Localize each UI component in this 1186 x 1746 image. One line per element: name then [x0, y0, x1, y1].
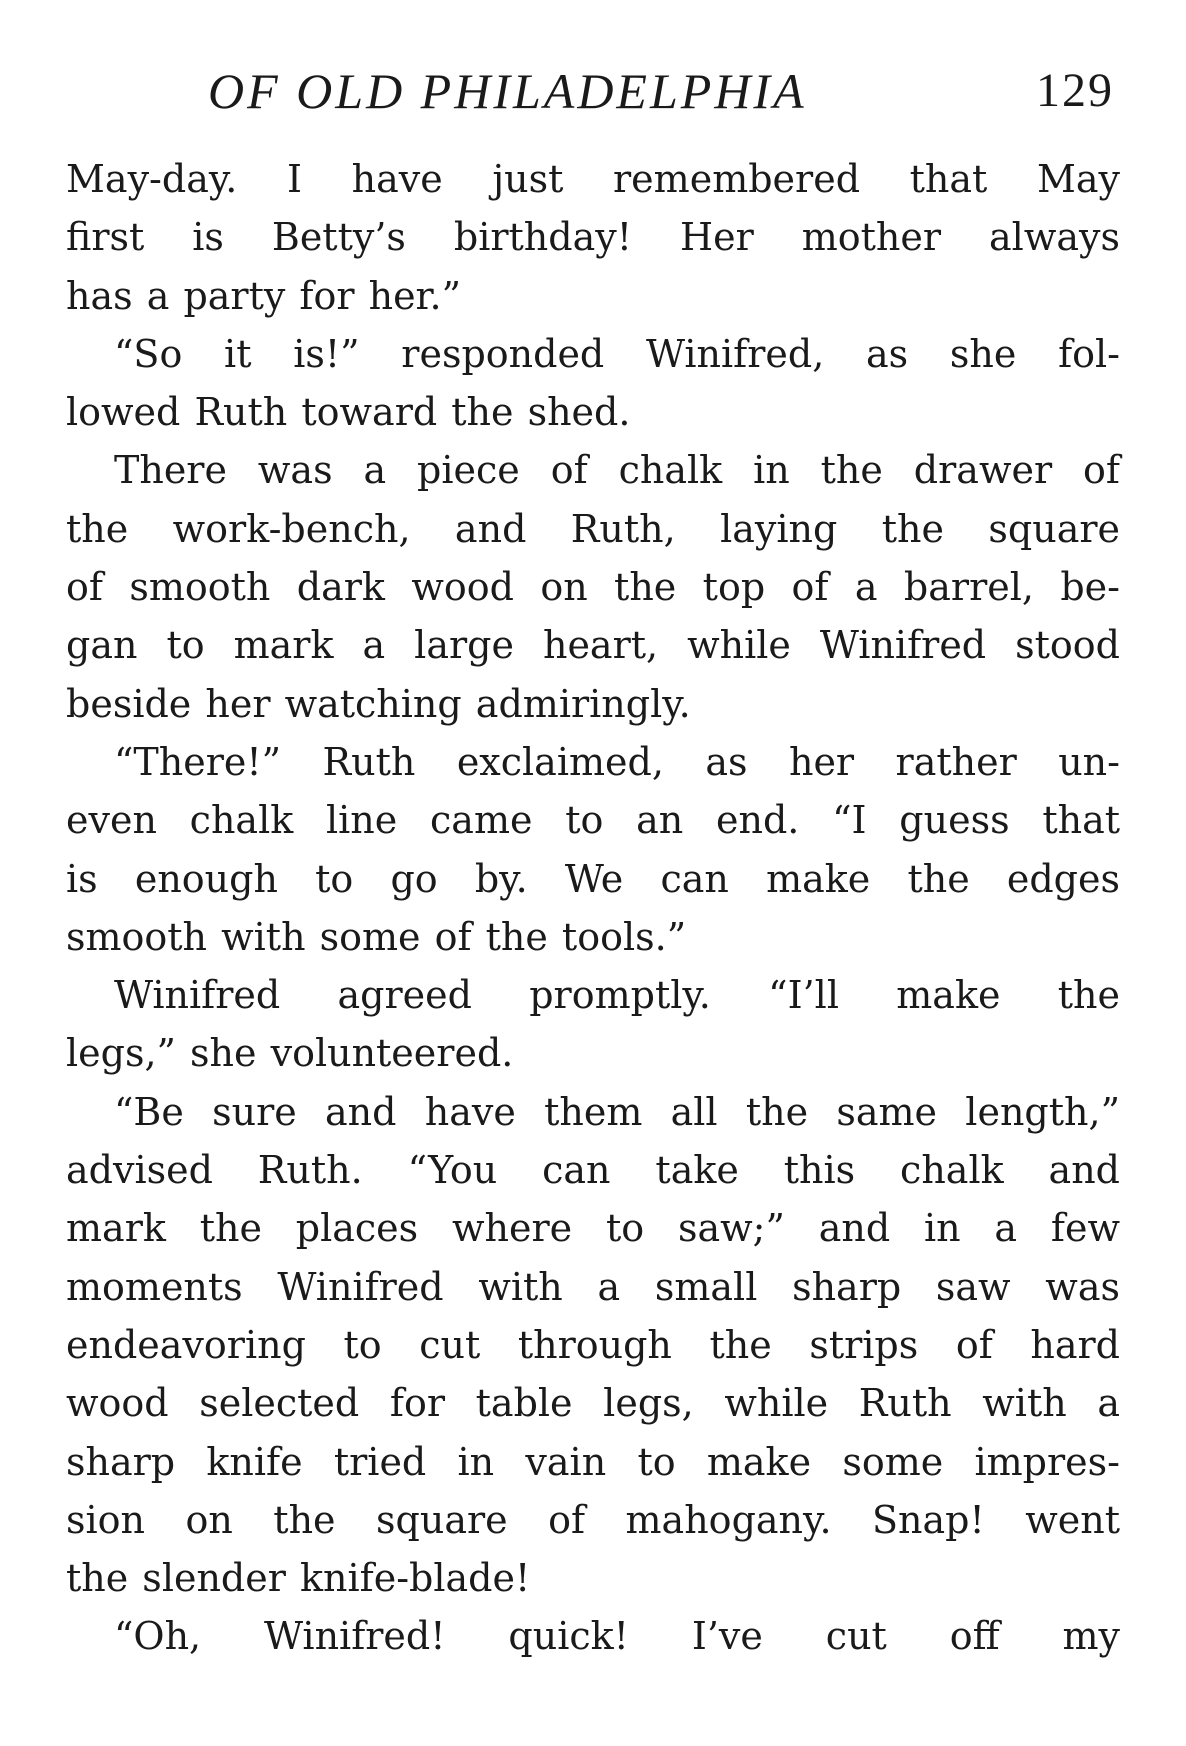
- text-line: gan to mark a large heart, while Winifred stood: [66, 623, 1120, 668]
- text-line: endeavoring to cut through the strips of hard: [66, 1322, 1120, 1367]
- text-line: Winifred agreed promptly. “I’ll make the: [114, 973, 1120, 1018]
- text-line: “There!” Ruth exclaimed, as her rather un-: [114, 739, 1120, 784]
- text-line: the slender knife-blade!: [66, 1556, 531, 1601]
- text-line: “Be sure and have them all the same length,”: [114, 1089, 1120, 1134]
- text-line: the work-bench, and Ruth, laying the square: [66, 506, 1120, 551]
- text-line: moments Winifred with a small sharp saw was: [66, 1264, 1120, 1309]
- body-text: [66, 150, 1120, 1666]
- page-header: [66, 56, 1120, 126]
- text-line: smooth with some of the tools.”: [66, 914, 687, 959]
- text-line: even chalk line came to an end. “I guess that: [66, 798, 1120, 843]
- text-line: lowed Ruth toward the shed.: [66, 390, 631, 435]
- text-line: mark the places where to saw;” and in a few: [66, 1206, 1120, 1251]
- text-line: sharp knife tried in vain to make some impres-: [66, 1439, 1120, 1484]
- text-line: “Oh, Winifred! quick! I’ve cut off my: [114, 1614, 1120, 1659]
- text-line: legs,” she volunteered.: [66, 1031, 514, 1076]
- text-line: wood selected for table legs, while Ruth with a: [66, 1381, 1120, 1426]
- text-line: sion on the square of mahogany. Snap! went: [66, 1497, 1120, 1542]
- running-head: OF OLD PHILADELPHIA: [208, 63, 807, 119]
- page-number: 129: [1036, 64, 1114, 117]
- text-line: “So it is!” responded Winifred, as she fol-: [114, 331, 1120, 376]
- text-line: There was a piece of chalk in the drawer of: [114, 448, 1120, 493]
- text-line: beside her watching admiringly.: [66, 681, 691, 726]
- text-line: first is Betty’s birthday! Her mother always: [66, 215, 1120, 260]
- text-line: of smooth dark wood on the top of a barrel, be-: [66, 565, 1120, 610]
- text-line: May-day. I have just remembered that May: [66, 157, 1120, 201]
- text-line: advised Ruth. “You can take this chalk and: [66, 1148, 1120, 1193]
- text-line: is enough to go by. We can make the edges: [66, 856, 1120, 901]
- text-line: has a party for her.”: [66, 273, 462, 318]
